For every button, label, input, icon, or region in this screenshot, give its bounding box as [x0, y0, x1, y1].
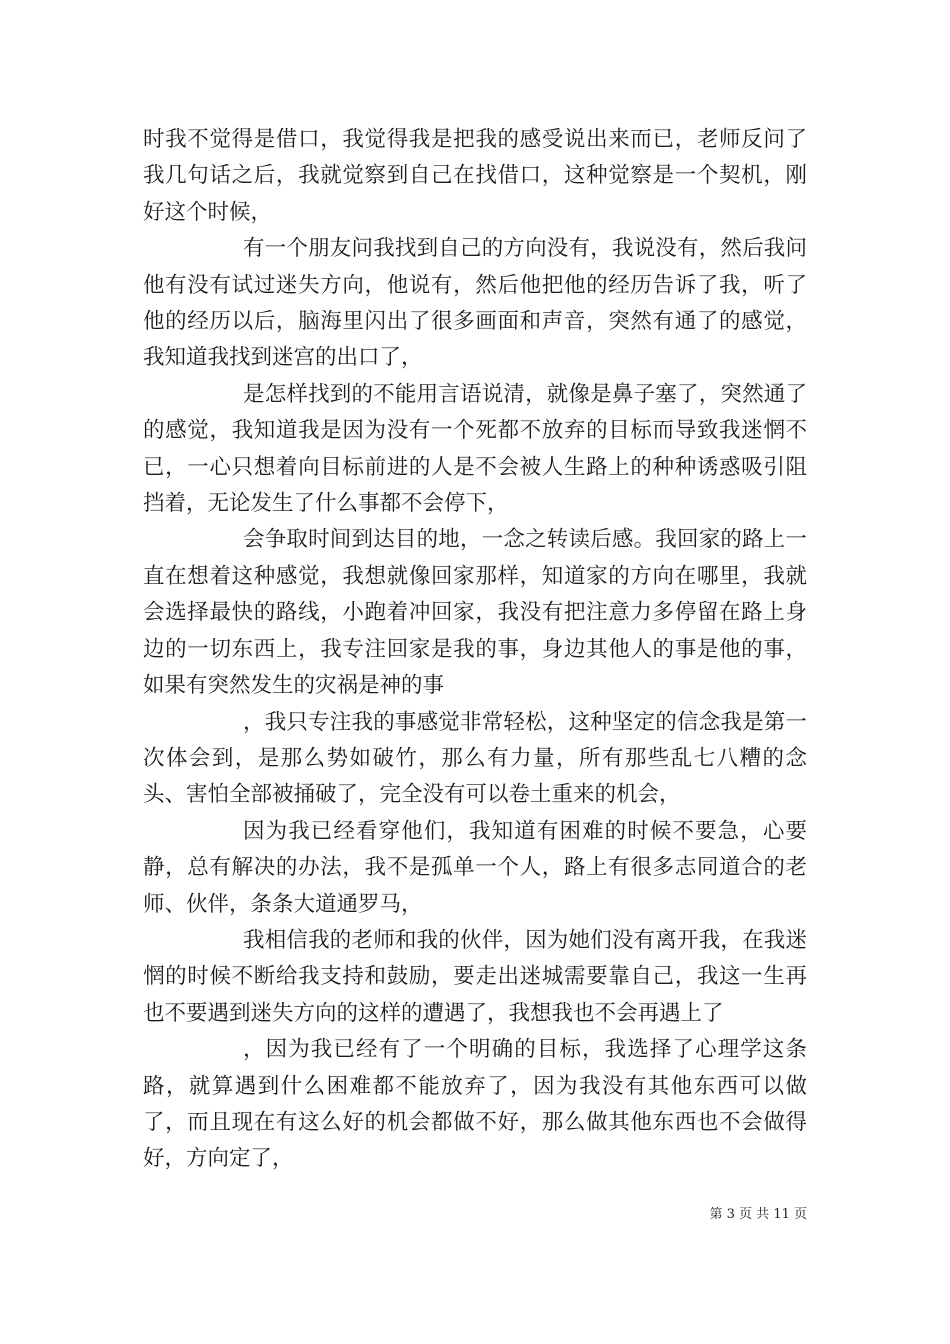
paragraph-5: ，我只专注我的事感觉非常轻松，这种坚定的信念我是第一次体会到，是那么势如破竹，那么有力量，所有那些乱七八糟的念头、害怕全部被捅破了，完全没有可以卷土重来的机会，	[143, 709, 807, 808]
paragraph-3: 是怎样找到的不能用言语说清，就像是鼻子塞了，突然通了的感觉，我知道我是因为没有一个死都不放弃的目标而导致我迷惘不已，一心只想着向目标前进的人是不会被人生路上的种种诱惑吸引阻挡着，无论发生了什么事都不会停下，	[143, 381, 807, 517]
paragraph-1: 时我不觉得是借口，我觉得我是把我的感受说出来而已，老师反问了我几句话之后，我就觉察到自己在找借口，这种觉察是一个契机，刚好这个时候，	[143, 127, 807, 225]
paragraph-7: 我相信我的老师和我的伙伴，因为她们没有离开我，在我迷惘的时候不断给我支持和鼓励，要走出迷城需要靠自己，我这一生再也不要遇到迷失方向的这样的遭遇了，我想我也不会再遇上了	[143, 927, 807, 1026]
paragraph-8: ，因为我已经有了一个明确的目标，我选择了心理学这条路，就算遇到什么困难都不能放弃了，因为我没有其他东西可以做了，而且现在有这么好的机会都做不好，那么做其他东西也不会做得好，方向定了，	[143, 1037, 807, 1172]
document-body	[143, 122, 807, 1178]
paragraph-4: 会争取时间到达目的地，一念之转读后感。我回家的路上一直在想着这种感觉，我想就像回家那样，知道家的方向在哪里，我就会选择最快的路线，小跑着冲回家，我没有把注意力多停留在路上身边的一切东西上，我专注回家是我的事，身边其他人的事是他的事，如果有突然发生的灾祸是神的事	[143, 527, 807, 699]
paragraph-2: 有一个朋友问我找到自己的方向没有，我说没有，然后我问他有没有试过迷失方向，他说有，然后他把他的经历告诉了我，听了他的经历以后，脑海里闪出了很多画面和声音，突然有通了的感觉，我知道我找到迷宫的出口了，	[143, 236, 807, 371]
paragraph-6: 因为我已经看穿他们，我知道有困难的时候不要急，心要静，总有解决的办法，我不是孤单一个人，路上有很多志同道合的老师、伙伴，条条大道通罗马，	[143, 818, 807, 917]
page-number-footer: 第 3 页 共 11 页	[709, 1207, 807, 1222]
